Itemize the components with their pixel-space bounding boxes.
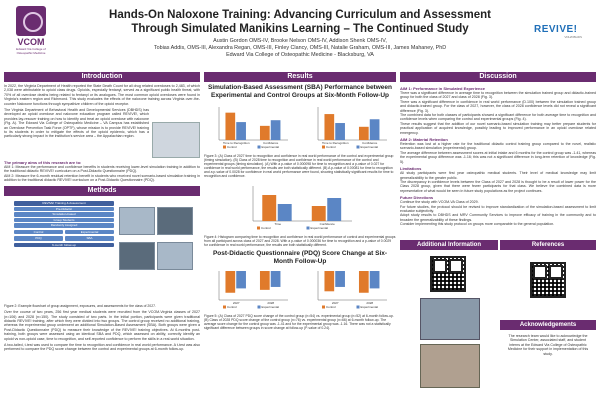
aims-title: The primary aims of this research are to: bbox=[4, 160, 82, 166]
discussion-point: There was a significant difference in confidence in real world performance (D.100) between the simulation trained group and didactic-trained group. For the class of 2027, however, the class of 2028 confidence levels did not reveal a significant difference (Fig. 3). bbox=[400, 99, 596, 113]
legend-swatch bbox=[322, 146, 325, 149]
revive-logo-subtext: VDH/DBHDS bbox=[564, 35, 582, 39]
bar-control bbox=[358, 127, 368, 140]
figure-4-caption: Figure 4: Histogram comparing time to recognition and confidence in real world performance of control and experimental groups from all participant across class of 2027 and 2028. With a p-value of 0.000036 for time to recognition and a p-value of 0.0029 for confidence in real world performance, the results are both statistically different. bbox=[204, 234, 396, 247]
additional-info-qr-icon[interactable] bbox=[430, 256, 466, 292]
figure-2-caption: Figure 2: Example flowchart of group assignment, exposures, and assessments for the class of 2027. bbox=[4, 304, 156, 308]
discussion-point: Consider implementing this study protocol on groups more comparable to the general population. bbox=[400, 222, 555, 227]
legend-swatch bbox=[257, 226, 260, 229]
bar-control bbox=[312, 206, 326, 221]
discussion-point: All study participants were first year osteopathic medical students. Their level of medical knowledge may limit generalizability to the greater public. bbox=[400, 171, 596, 180]
discussion-point: Adopt study results to DBHDS and MRV Community Services to improve efficacy of training in the community and to broaden the generalizability of these findings. bbox=[400, 213, 596, 222]
methods-heading: Methods bbox=[4, 186, 200, 196]
discussion-aim2-heading: AIM 2: Material Retention bbox=[400, 137, 448, 143]
acknowledgements-text: The research team would like to acknowledge the Simulation Center, associated staff, and student interns at the Edward Via College of Osteopathic Medicine for their support in implementation of this study. bbox=[507, 334, 589, 356]
revive-kit-image bbox=[152, 122, 200, 158]
results-heading: Results bbox=[204, 72, 396, 82]
x-tick-label: Confidence bbox=[262, 141, 278, 145]
discussion-point: Retention was lost at a higher rate for the traditional didactic control training group compared to the novel, realistic scenario-based simulation (experimental) group. bbox=[400, 142, 596, 151]
figure-5-caption: Figure 5: (A) Class of 2027 PDQ score change of the control group (n=54) vs. experimental group (n=52) at 6-month follow-up. (B) Class of 2028 PDQ score change of the control group (n=76) vs. experimental group (n=66) at 6-month follow-up. The average score change for the control group was -1.41 and for the experimental group was -1.16. There was not a statistically significant difference between groups in score change at follow-up (P-value of 0.24). bbox=[204, 313, 394, 331]
legend-label: Experimental bbox=[360, 145, 378, 149]
aim-1: AIM 1: Measure the performance and confidence benefits in students receiving lower-level simulation training in addition to the traditional didactic REVIVE! curriculum on a Post-Didactic Questionnaire (PDQ). bbox=[4, 165, 200, 174]
limitations-heading: Limitations bbox=[400, 166, 422, 172]
methods-text bbox=[4, 304, 200, 352]
discussion-point: These results suggest that the addition of our novel scenario-based simulation training may better prepare students for practical application of acquired knowledge, possibly leading to improved performance in an opioid overdose related emergency. bbox=[400, 121, 596, 135]
x-tick-label: 2028 bbox=[365, 300, 373, 305]
legend-label: Control bbox=[226, 304, 237, 309]
poster-title bbox=[0, 8, 600, 36]
figure-5b-chart bbox=[310, 268, 390, 312]
flow-step: Control bbox=[14, 230, 63, 235]
bar-control bbox=[358, 271, 368, 293]
bar-experimental bbox=[369, 119, 379, 140]
flow-step: Experimental bbox=[65, 230, 114, 235]
simulation-photo bbox=[119, 207, 155, 235]
x-tick-label: Time bbox=[274, 221, 282, 226]
flow-step: SBA bbox=[65, 236, 114, 241]
flow-step: 6-month follow-up bbox=[14, 243, 114, 248]
figure-3-caption: Figure 3: (A) Class of 2027 time to recognition and confidence in real world performance of the control and experimental group (timing simulation). (B) Class of 2028 time to recognition and confidence in real world performance of the control and experimental groups (timing simulation). (A) With a p-value of 0.000098 for time to recognition and a p-value of 0.027 for confidence in real world performance, the results are both statistically different. (B) A p-value of 0.00081 for time to recognition and a p-value of 0.0028 for confidence in real world performance were found, showing statistically significant results for time to recognition and confidence. bbox=[204, 154, 394, 179]
legend-label: Experimental bbox=[310, 225, 329, 230]
bar-control bbox=[262, 195, 276, 221]
aim-2: AIM 2: Measure the 6-month residual retention benefit in students who received novel scenario-based simulation training in addition to the traditional didactic REVIVE! curriculum on a Post-Didactic Questionnaire (PDQ). bbox=[4, 173, 200, 183]
flow-step: Simulation-based bbox=[14, 212, 114, 217]
discussion-point: The combined data for both classes of participants showed a significant difference for both average time to recognition and confidence levels when comparing the control and experimental groups (Fig. 4). bbox=[400, 113, 596, 122]
legend-swatch bbox=[257, 146, 260, 149]
poster-header bbox=[0, 0, 600, 68]
simulation-photo bbox=[119, 242, 155, 270]
x-tick-label: 2027 bbox=[331, 300, 339, 305]
bar-control bbox=[259, 126, 269, 140]
methods-photos bbox=[118, 206, 194, 294]
introduction-heading: Introduction bbox=[4, 72, 200, 82]
x-tick-label: Confidence bbox=[319, 221, 335, 226]
references-heading: References bbox=[500, 240, 596, 250]
bar-control bbox=[259, 271, 269, 290]
additional-info-heading: Additional Information bbox=[400, 240, 498, 250]
bar-control bbox=[225, 271, 235, 293]
methods-paragraph-2: A two-tailed, t-test was used to compare the time to recognition and confidence in real world performance. A t-test was also performed to compare the PDQ score change between the control and experimental groups at 6-month follow-up. bbox=[4, 342, 200, 352]
figure-4-chart bbox=[245, 183, 355, 233]
methods-paragraph-1: Over the course of two years, 256 first year medical students were recruited from the VCOM-Virginia classes of 2027 (n=106) and 2028 (n=150). The study consisted of two parts. In the initial portion, participants were given traditional didactic REVIVE! training, after which they were divided into two groups. The control group received no additional training, whereas the experimental group underwent an additional Simulation-Based Assessment (SBA). Both groups were given a Post-Didactic Questionnaire (PDQ) to measure their knowledge of the REVIVE! training objectives. At 6-months post-training, both groups were assessed using an identical SBA and PDQ, which assessed on ability, correctly identify an opioid vs non-opioid case, time to recognition, and self-reported confidence to perform the skills in a real-world situation. bbox=[4, 310, 200, 341]
discussion-point: There was a significant difference in average time to recognition between the simulation trained group and didactic-trained group for both the class of 2027 and class of 2028 (Fig. 3). bbox=[400, 91, 596, 100]
group-photo bbox=[420, 344, 480, 388]
discussion-heading: Discussion bbox=[400, 72, 596, 82]
figure-3a-chart bbox=[211, 104, 291, 152]
bar-experimental bbox=[270, 271, 280, 287]
flow-step: Randomly Assigned bbox=[14, 223, 114, 228]
legend-label: Control bbox=[226, 145, 237, 149]
x-tick-label: Time to Recognition bbox=[222, 141, 250, 145]
vcom-logo-subtext: Edward Via College of Osteopathic Medicine bbox=[16, 47, 46, 55]
sba-title: Simulation-Based Assessment (SBA) Performance between Experimental and Control Groups at Six-Month Follow-Up bbox=[208, 84, 392, 99]
legend-label: Control bbox=[325, 145, 336, 149]
x-tick-label: 2027 bbox=[232, 300, 240, 305]
acknowledgements-heading: Acknowledgements bbox=[500, 320, 596, 330]
flow-step: Pre-Didactic bbox=[14, 207, 114, 212]
results-column bbox=[204, 72, 396, 396]
figure-5a-chart bbox=[211, 268, 291, 312]
legend-swatch bbox=[356, 305, 359, 308]
poster-photo bbox=[420, 298, 480, 340]
revive-logo-text: REVIVE! bbox=[534, 24, 578, 35]
vcom-logo-text: VCOM bbox=[17, 37, 45, 47]
x-tick-label: Time to Recognition bbox=[321, 141, 349, 145]
revive-logo bbox=[534, 24, 582, 44]
simulation-photo bbox=[157, 207, 193, 235]
legend-label: Experimental bbox=[261, 304, 279, 309]
legend-label: Control bbox=[261, 225, 271, 230]
author-list bbox=[120, 38, 480, 59]
bar-experimental bbox=[335, 271, 345, 287]
flow-step: Group Students bbox=[14, 218, 114, 223]
bar-experimental bbox=[278, 204, 292, 221]
title-line-2: Through Simulated Manikins Learning – The Continued Study bbox=[131, 23, 469, 35]
legend-label: Experimental bbox=[360, 304, 378, 309]
bar-experimental bbox=[335, 123, 345, 140]
bar-experimental bbox=[327, 198, 341, 221]
authors-line-3: Edward Via College of Osteopathic Medicine - Blacksburg, VA bbox=[226, 52, 374, 58]
discussion-aim1-heading: AIM 1: Performance in Simulated Experience bbox=[400, 86, 485, 91]
legend-swatch bbox=[356, 146, 359, 149]
references-qr-icon[interactable] bbox=[530, 262, 566, 298]
bar-control bbox=[225, 113, 235, 140]
legend-swatch bbox=[223, 305, 226, 308]
legend-label: Experimental bbox=[261, 145, 279, 149]
discussion-point: The discrepancy in confidence levels between the Class of 2027 and 2028 is thought to be a result of lower power for the Class 2028 group, given that there were fewer participants for that class. We believe the combined data is more representative of what would be seen in future study populations as the project continues. bbox=[400, 179, 596, 193]
x-tick-label: Confidence bbox=[361, 141, 377, 145]
discussion-point: Continue the study with VCOM-VA Class of 2029. bbox=[400, 200, 479, 205]
figure-3b-chart bbox=[310, 104, 390, 152]
intro-paragraph-2: The Virginia Department of Behavioral Health and Developmental Services (DBHDS) has developed an opioid overdose and naloxone education program called REVIVE!, which provides lay-rescuer training on how to identify and treat an opioid overdose with naloxone (Fig. A). The Edward Via College of Osteopathic Medicine – VA Campus has established an Overdose Prevention Task Force (OPTF), whose mission is to provide REVIVE! training to its students in order to mitigate the effects of the opioid epidemic, which has a particularly strong impact in the institution's service area – the Appalachian region. bbox=[4, 108, 149, 139]
intro-paragraph-1: In 2022, the Virginia Department of Health reported the State Death Count for all drug related overdoses to 2,483, of which 2,038 were attributable to opioid class drugs. Opioids, especially fentanyl, served as a significant public health threat, with 70% of all overdose deaths being related to fentanyl or its analogues. The most common opioid overdoses were found in Virginia's eastern region and Richmond. This study evaluates the effects of the naloxone training across Virginia over-the-counter Naloxone functions through sympathize children of the opioid receptor. bbox=[4, 84, 200, 106]
discussion-point: The average difference between assessment scores at initial intake and 6 months for the control group was -1.41, whereas the experimental group difference was -1.16; this was not a significant difference in long-term retention of knowledge (Fig. 5). bbox=[400, 150, 596, 164]
bar-control bbox=[324, 271, 334, 291]
authors-line-2: Tobias Addis, OMS-III, Alexandra Regan, OMS-III, Finley Clancy, OMS-III, Natalie Graham, OMS-III, James Mahaney, PhD bbox=[153, 45, 447, 51]
bar-experimental bbox=[369, 271, 379, 288]
x-tick-label: 2028 bbox=[266, 300, 274, 305]
legend-swatch bbox=[223, 146, 226, 149]
methods-flowchart bbox=[14, 200, 114, 302]
legend-swatch bbox=[307, 226, 310, 229]
pdq-title: Post-Didactic Questionnaire (PDQ) Score Change at Six-Month Follow-Up bbox=[212, 249, 388, 265]
authors-line-1: Austin Gordon OMS-IV, Brooke Nelson OMS-IV, Addison Shenk OMS-IV, bbox=[213, 38, 387, 44]
bar-experimental bbox=[236, 122, 246, 140]
future-directions-heading: Future Directions bbox=[400, 195, 434, 201]
discussion-point: For future studies, the protocol should be revised to improve standardization of the simulation-based assessment to limit evaluator subjectivity. bbox=[400, 204, 596, 213]
bar-control bbox=[324, 114, 334, 140]
legend-swatch bbox=[322, 305, 325, 308]
legend-swatch bbox=[257, 305, 260, 308]
title-line-1: Hands-On Naloxone Training: Advancing Curriculum and Assessment bbox=[109, 9, 491, 21]
flow-step: REVIVE! Training & Assessment bbox=[14, 201, 114, 206]
bar-experimental bbox=[270, 120, 280, 140]
legend-label: Control bbox=[325, 304, 336, 309]
flow-step: PDQ bbox=[14, 236, 63, 241]
simulation-photo bbox=[157, 242, 193, 270]
bar-experimental bbox=[236, 271, 246, 288]
